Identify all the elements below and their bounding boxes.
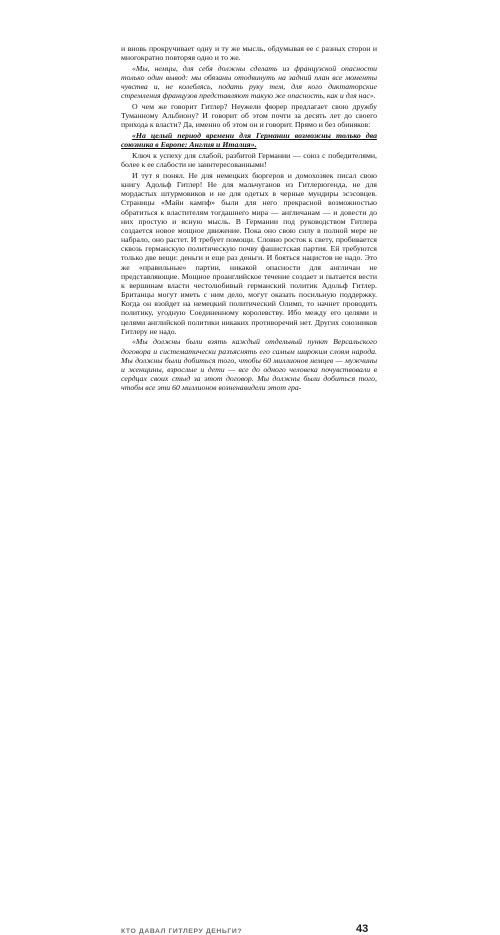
- running-title: КТО ДАВАЛ ГИТЛЕРУ ДЕНЬГИ?: [121, 928, 243, 935]
- paragraph-6: И тут я понял. Не для немецких бюргеров и домохозяек писал свою книгу Адольф Гитлер! Не для мальчуганов из Гитлерюгенда, не для мордастых штурмовиков и не для одетых в черные мундиры эсэсовцев. Страницы «Майн кампф» были для него прекрасной возможностью обратиться к властителям тогдашнего мира — англичанам — и довести до них простую и ясную мысль. В Германии под руководством Гитлера создается новое мощное движение. Пока оно свою силу в полной мере не набрало, оно растет. И требует помощи. Словно росток к свету, пробивается сквозь германскую политическую почву фашистская партия. Ей требуются только две вещи: деньги и еще раз деньги. И бояться нацистов не надо. Это же «правильные» партии, никакой опасности для англичан не представляющие. Мощное проанглийское течение создает и пытается вести к вершинам власти честолюбивый германский политик Адольф Гитлер. Британцы могут иметь с ним дело, могут оказать посильную поддержку. Когда он взойдет на немецкий политический Олимп, то начнет проводить политику, угодную Соединенному королевству. Ибо между его целями и целями английской политики никаких противоречий нет. Других союзников Гитлеру не надо.: [121, 171, 377, 336]
- paragraph-3: О чем же говорит Гитлер? Неужели фюрер предлагает свою дружбу Туманному Альбиону? И говорит об этом почти за десять лет до своего прихода к власти? Да, именно об этом он и говорит. Прямо и без обиняков:: [121, 102, 377, 130]
- text-column: [121, 44, 377, 394]
- paragraph-2-quote: «Мы, немцы, для себя должны сделать из французской опасности только один вывод: мы обязаны отодвинуть на задний план все моменты чувства и, не колеблясь, подать руку тем, для кого диктаторские стремления французов представляют такую же опасность, как и для нас».: [121, 63, 377, 101]
- paragraph-7-quote: «Мы должны были взять каждый отдельный пункт Версальского договора и систематически разъяснять его самым широким слоям народа. Мы должны были добиться того, чтобы 60 миллионов немцев — мужчины и женщины, взрослые и дети — все до одного человека почувствовали в сердцах своих стыд за этот договор. Мы должны были добиться того, чтобы все эти 60 миллионов возненавидели этот гра-: [121, 337, 377, 393]
- paragraph-4-highlighted-quote: «На целый период времени для Германии возможны только два союзника в Европе: Англия и Италия».: [121, 131, 377, 150]
- paragraph-1: и вновь прокручивает одну и ту же мысль, обдумывая ее с разных сторон и многократно повторяя одно и то же.: [121, 44, 377, 63]
- page-number: 43: [356, 923, 369, 935]
- page-footer: [0, 460, 500, 935]
- paragraph-5: Ключ к успеху для слабой, разбитой Германии — союз с победителями, более к ее слабости не заинтересованными!: [121, 151, 377, 170]
